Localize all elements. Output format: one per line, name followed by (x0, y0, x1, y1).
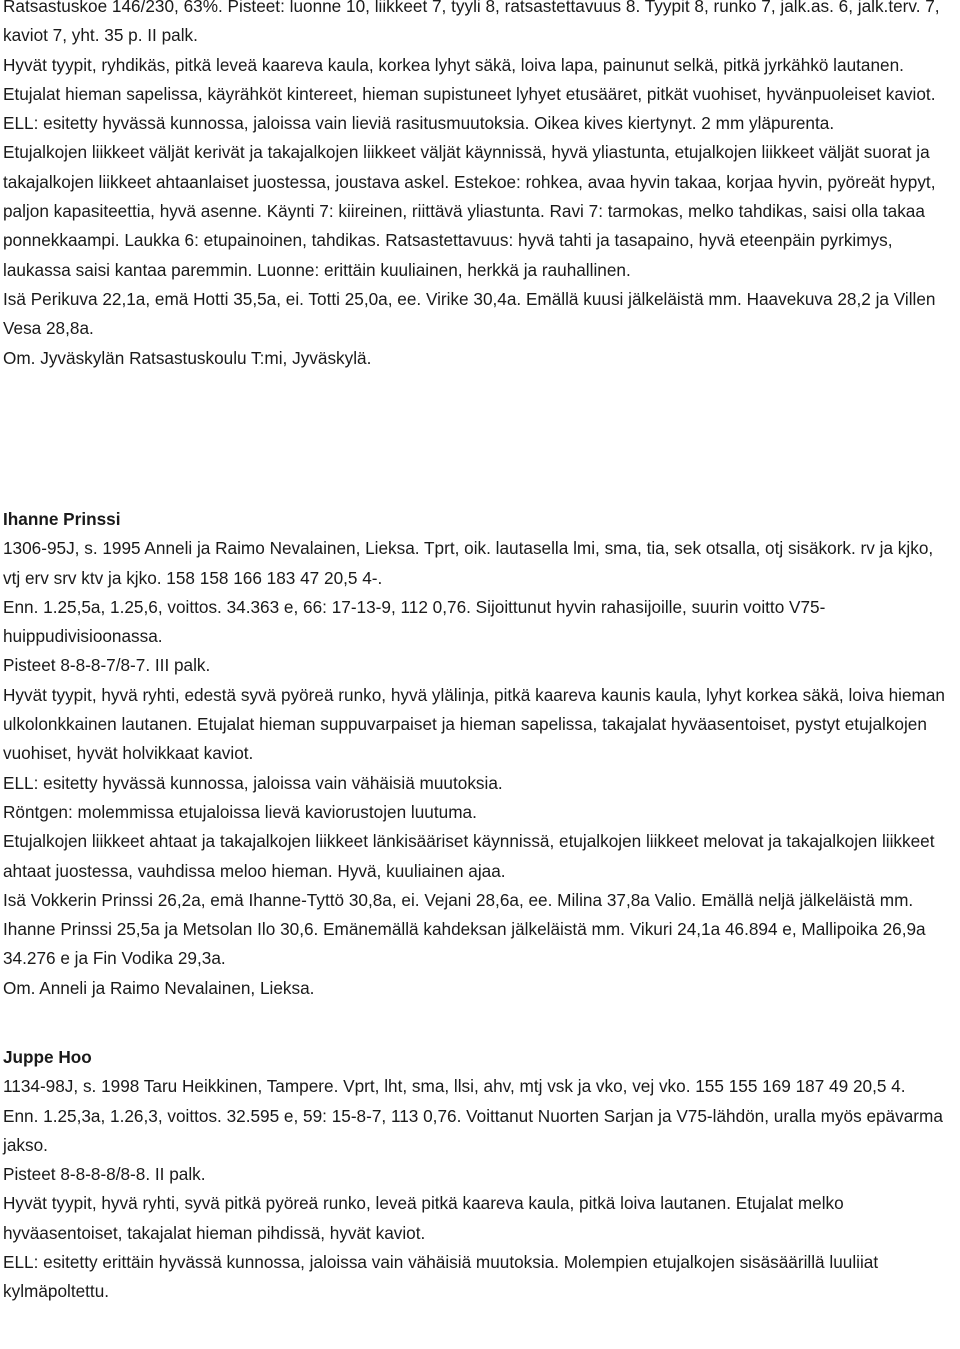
horse-name: Ihanne Prinssi (3, 509, 121, 529)
xray-paragraph: Röntgen: molemmissa etujaloissa lievä kaviorustojen luutuma. (3, 801, 477, 822)
riding-test-paragraph: Ratsastuskoe 146/230, 63%. Pisteet: luonne 10, liikkeet 7, tyyli 8, ratsastettavuus 8. Tyypit 8, runko 7, jalk.as. 6, jalk.terv. 7, kaviot 7, yht. 35 p. II palk. (3, 0, 940, 46)
movement-paragraph: Etujalkojen liikkeet väljät kerivät ja takajalkojen liikkeet väljät käynnissä, hyvä yliastunta, etujalkojen liikkeet väljät suorat ja takajalkojen liikkeet ahtaanlaiset juostessa, joustava askel. Estekoe: rohkea, avaa hyvin takaa, korjaa hyvin, pyöreät hypyt, paljon kapasiteettia, hyvä asenne. Käynti 7: kiireinen, riittävä yliastunta. Ravi 7: tarmokas, melko tahdikas, saisi olla takaa ponnekkaampi. Laukka 6: etupainoinen, tahdikas. Ratsastettavuus: hyvä tahti ja tasapaino, hyvä eteenpäin pyrkimys, laukassa saisi kantaa paremmin. Luonne: erittäin kuuliainen, herkkä ja rauhallinen. (3, 142, 936, 280)
registration-paragraph: 1306-95J, s. 1995 Anneli ja Raimo Nevalainen, Lieksa. Tprt, oik. lautasella lmi, sma, tia, sek otsalla, otj sisäkork. rv ja kjko, vtj erv srv ktv ja kjko. 158 158 166 183 47 20,5 4-. (3, 538, 934, 588)
horse-entry-juppe-hoo (3, 1043, 955, 1307)
previous-entry-continuation (3, 0, 955, 373)
vet-paragraph: ELL: esitetty erittäin hyvässä kunnossa, jaloissa vain vähäisiä muutoksia. Molempien etujalkojen sisäsäärillä luuliiat kylmäpoltettu. (3, 1252, 879, 1302)
pedigree-paragraph: Isä Vokkerin Prinssi 26,2a, emä Ihanne-Tyttö 30,8a, ei. Vejani 28,6a, ee. Milina 37,8a Valio. Emällä neljä jälkeläistä mm. Ihanne Prinssi 25,5a ja Metsolan Ilo 30,6. Emänemällä kahdeksan jälkeläistä mm. Vikuri 24,1a 46.894 e, Mallipoika 26,9a 34.276 e ja Fin Vodika 29,3a. (3, 889, 926, 969)
registration-paragraph: 1134-98J, s. 1998 Taru Heikkinen, Tampere. Vprt, lht, sma, llsi, ahv, mtj vsk ja vko, vej vko. 155 155 169 187 49 20,5 4. (3, 1076, 906, 1097)
points-paragraph: Pisteet 8-8-8-7/8-7. III palk. (3, 655, 211, 676)
vet-paragraph: ELL: esitetty hyvässä kunnossa, jaloissa vain lieviä rasitusmuutoksia. Oikea kives kiertynyt. 2 mm yläpurenta. (3, 113, 835, 134)
movement-paragraph: Etujalkojen liikkeet ahtaat ja takajalkojen liikkeet länkisääriset käynnissä, etujalkojen liikkeet melovat ja takajalkojen liikkeet ahtaat juostessa, vauhdissa meloo hieman. Hyvä, kuuliainen ajaa. (3, 831, 935, 881)
conformation-paragraph: Hyvät tyypit, hyvä ryhti, edestä syvä pyöreä runko, hyvä ylälinja, pitkä kaareva kaunis kaula, lyhyt korkea säkä, loiva hieman ulkolonkkainen lautanen. Etujalat hieman suppuvarpaiset ja hieman sapelissa, takajalat hyväasentoiset, pystyt etujalkojen vuohiset, hyvät holvikkaat kaviot. (3, 684, 945, 764)
vet-paragraph: ELL: esitetty hyvässä kunnossa, jaloissa vain vähäisiä muutoksia. (3, 772, 503, 793)
points-paragraph: Pisteet 8-8-8-8/8-8. II palk. (3, 1164, 206, 1185)
record-paragraph: Enn. 1.25,3a, 1.26,3, voittos. 32.595 e, 59: 15-8-7, 113 0,76. Voittanut Nuorten Sarjan ja V75-lähdön, uralla myös epävarma jakso. (3, 1105, 943, 1155)
conformation-paragraph: Hyvät tyypit, ryhdikäs, pitkä leveä kaareva kaula, korkea lyhyt säkä, loiva lapa, painunut selkä, pitkä jyrkähkö lautanen. Etujalat hieman sapelissa, käyrähköt kintereet, hieman supistuneet lyhyet etusääret, pitkät vuohiset, hyvänpuoleiset kaviot. (3, 54, 936, 104)
horse-entry-ihanne-prinssi (3, 505, 955, 1003)
pedigree-paragraph: Isä Perikuva 22,1a, emä Hotti 35,5a, ei. Totti 25,0a, ee. Virike 30,4a. Emällä kuusi jälkeläistä mm. Haavekuva 28,2 ja Villen Vesa 28,8a. (3, 288, 936, 339)
record-paragraph: Enn. 1.25,5a, 1.25,6, voittos. 34.363 e, 66: 17-13-9, 112 0,76. Sijoittunut hyvin rahasijoille, suurin voitto V75-huippudivisioonassa. (3, 596, 826, 647)
horse-name: Juppe Hoo (3, 1047, 92, 1067)
conformation-paragraph: Hyvät tyypit, hyvä ryhti, syvä pitkä pyöreä runko, leveä pitkä kaareva kaula, pitkä loiva lautanen. Etujalat melko hyväasentoiset, takajalat hieman pihdissä, hyvät kaviot. (3, 1193, 844, 1243)
owner-paragraph: Om. Jyväskylän Ratsastuskoulu T:mi, Jyväskylä. (3, 347, 372, 368)
owner-paragraph: Om. Anneli ja Raimo Nevalainen, Lieksa. (3, 977, 315, 998)
